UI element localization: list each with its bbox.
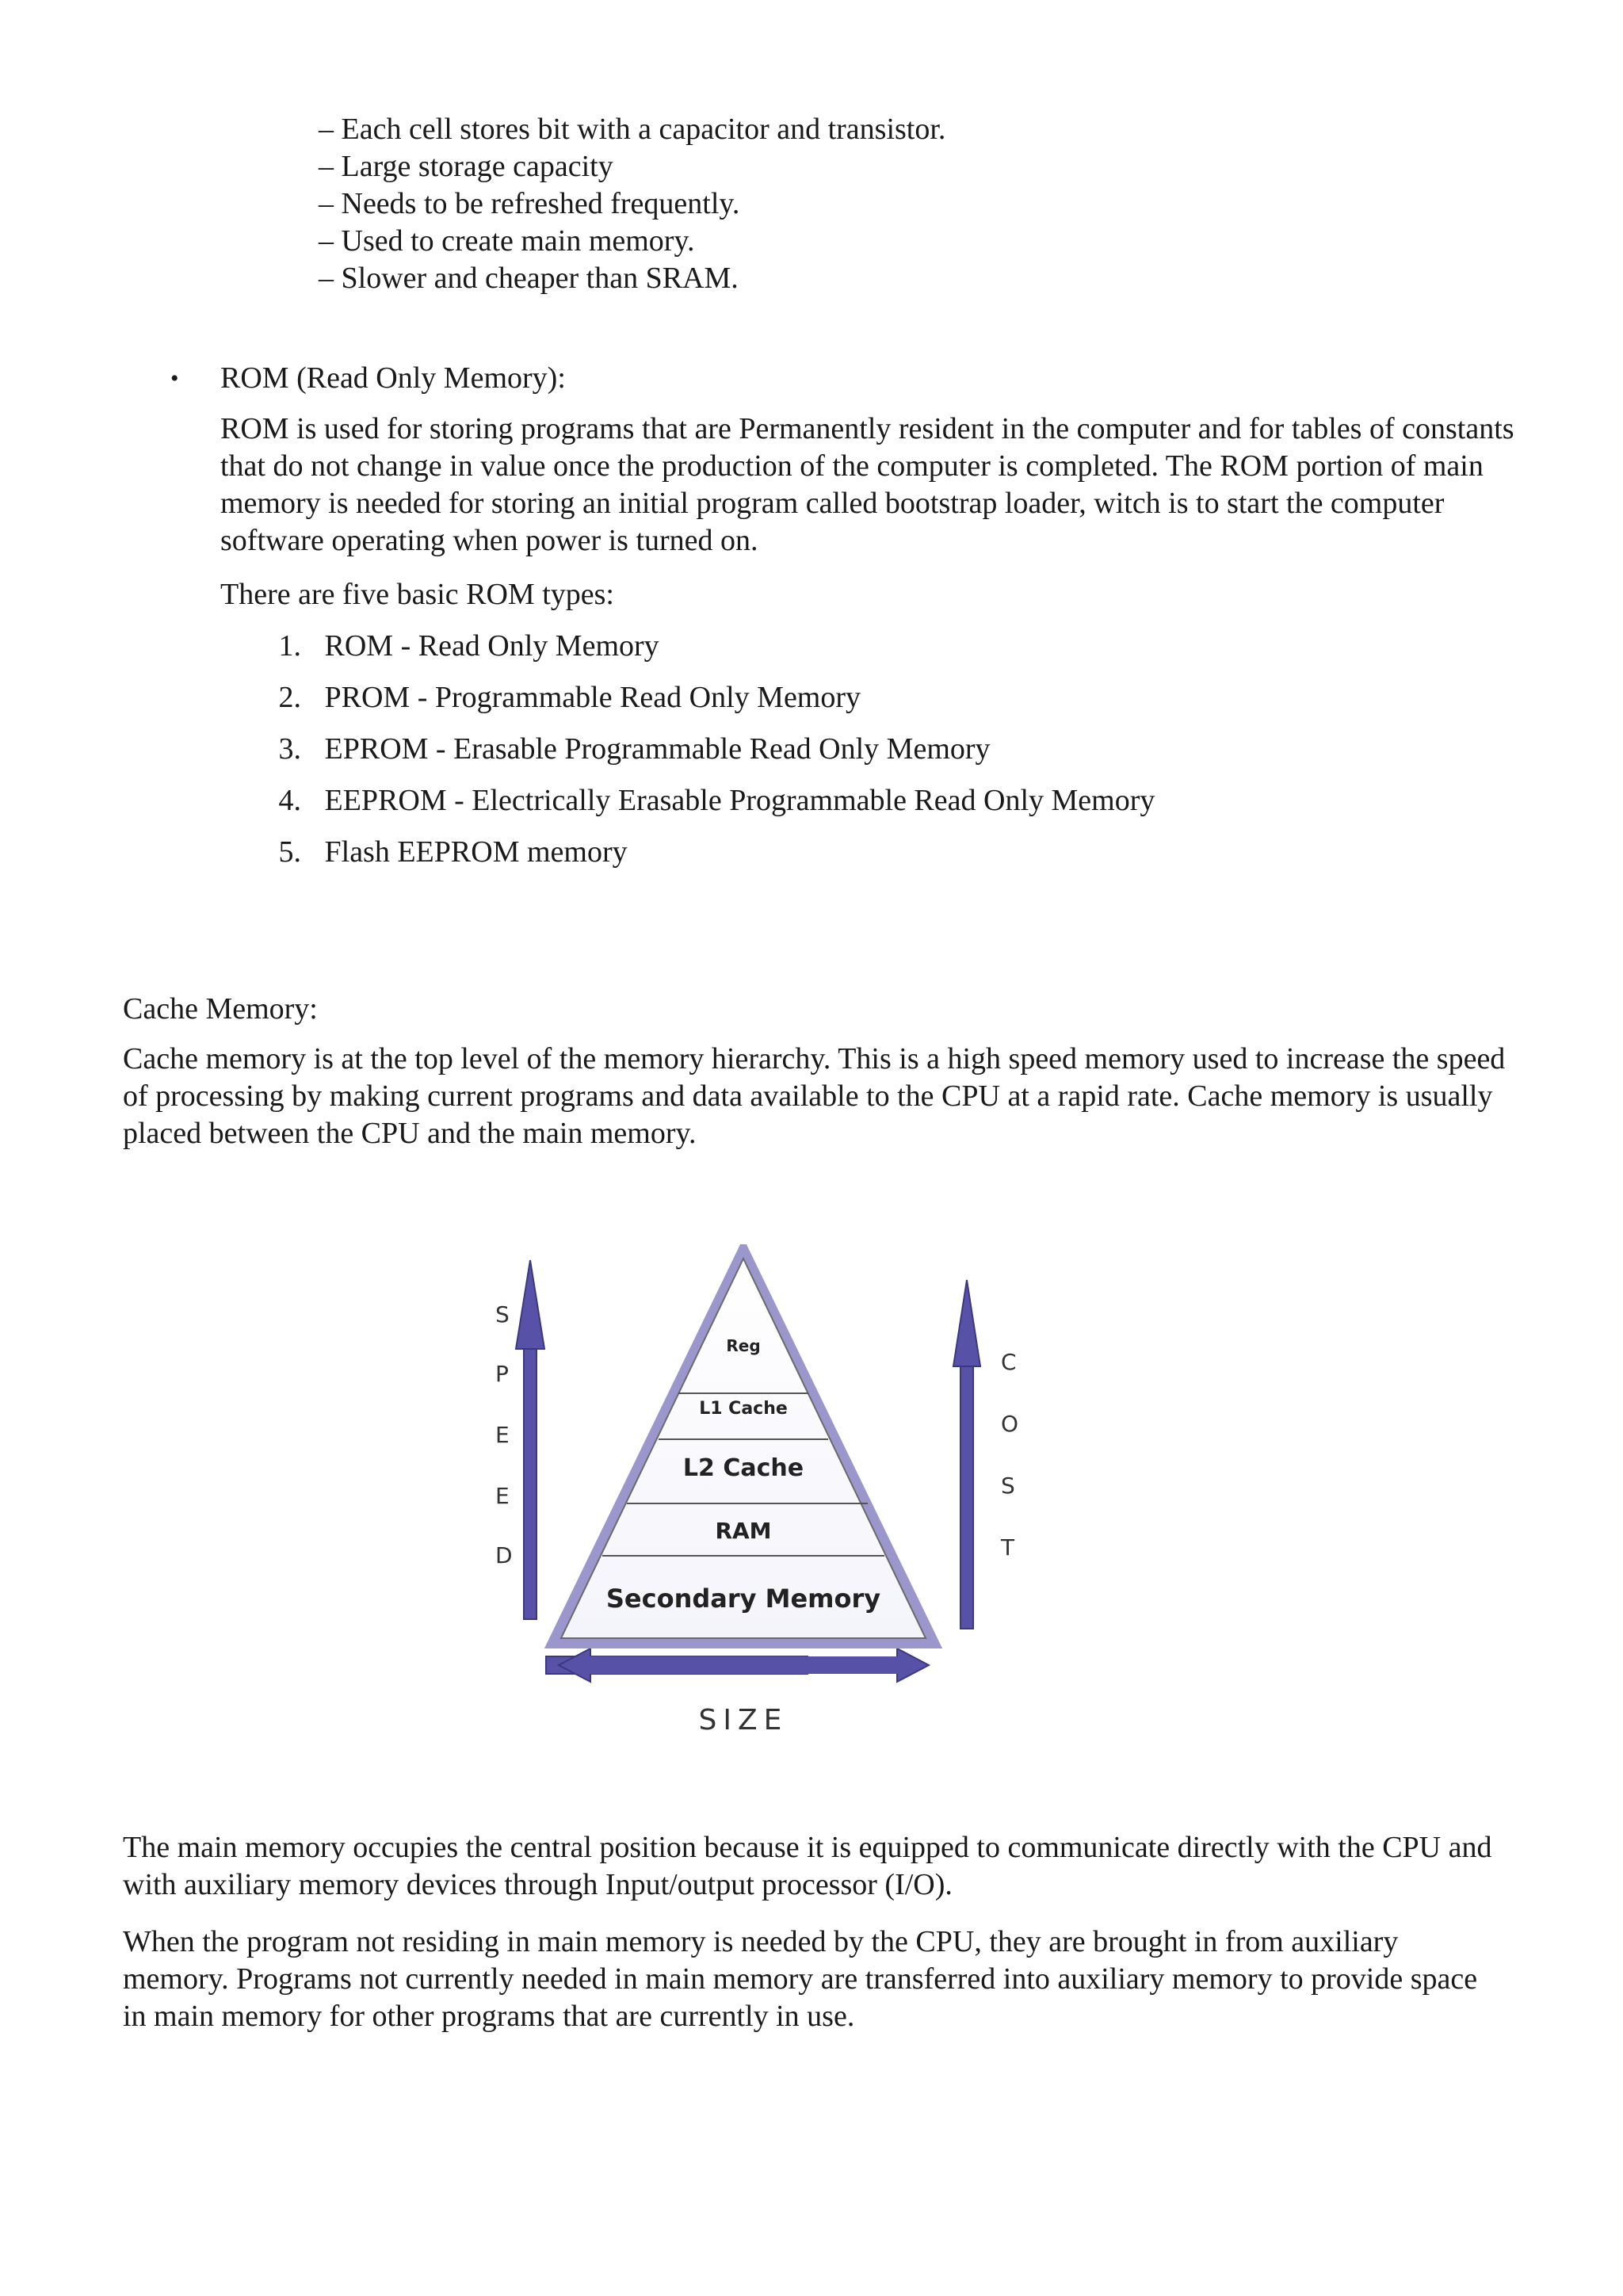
list-text: EPROM - Erasable Programmable Read Only Memory [324,732,991,766]
rom-type-item [262,782,1155,819]
rom-type-item [262,679,861,716]
list-text: PROM - Programmable Read Only Memory [324,681,861,714]
size-arrow-icon [546,1648,929,1682]
dram-point: – Each cell stores bit with a capacitor and transistor. [319,113,946,146]
speed-letter: D [495,1542,513,1568]
list-number: 5. [278,835,301,869]
rom-type-item [262,628,659,665]
cache-paragraph: Cache memory is at the top level of the memory hierarchy. This is a high speed memory used to increase the speed of processing by making current programs and data available to the CPU at a rapid rate. Cache memory is usually placed between the CPU and the main memory. [123,1042,1506,1150]
list-text: Flash EEPROM memory [324,835,628,869]
auxiliary-memory-paragraph: When the program not residing in main memory is needed by the CPU, they are brought in from auxiliary memory. Programs not currently needed in main memory are transferred into auxiliary memory to provide space in main memory for other programs that are currently in use. [123,1925,1478,2033]
list-number: 4. [278,784,301,817]
list-text: EEPROM - Electrically Erasable Programmable Read Only Memory [324,784,1155,817]
speed-letter: E [495,1422,510,1448]
list-number: 3. [278,732,301,766]
level-label-reg: Reg [726,1336,761,1355]
rom-type-item [262,731,991,768]
main-memory-paragraph: The main memory occupies the central position because it is equipped to communicate directly with the CPU and with auxiliary memory devices through Input/output processor (I/O). [123,1831,1492,1901]
dram-point: – Needs to be refreshed frequently. [319,187,740,220]
size-label: SIZE [698,1704,789,1736]
cost-letter: C [1001,1349,1017,1375]
speed-letter: P [495,1361,509,1387]
speed-letter: S [495,1301,510,1328]
list-text: ROM - Read Only Memory [324,629,659,663]
cost-letter: S [1001,1473,1015,1499]
cache-heading: Cache Memory: [123,992,318,1026]
list-number: 2. [278,681,301,714]
bullet-icon: • [170,365,179,392]
dram-point: – Large storage capacity [319,150,613,183]
rom-intro: There are five basic ROM types: [220,578,614,611]
dram-point: – Used to create main memory. [319,224,695,258]
rom-heading: ROM (Read Only Memory): [220,361,566,395]
level-label-l2-cache: L2 Cache [682,1454,804,1482]
cost-arrow-icon [953,1280,980,1629]
level-label-secondary-memory: Secondary Memory [605,1584,881,1614]
speed-arrow-icon [516,1260,544,1619]
dram-point: – Slower and cheaper than SRAM. [319,262,739,295]
cost-letter: O [1001,1411,1019,1437]
level-label-l1-cache: L1 Cache [699,1399,788,1419]
level-label-ram: RAM [715,1518,772,1544]
speed-letter: E [495,1483,510,1509]
memory-hierarchy-diagram [472,1244,1042,1759]
rom-type-item [262,834,628,871]
rom-paragraph: ROM is used for storing programs that are Permanently resident in the computer and for tables of constants that do not change in value once the production of the computer is completed. The ROM portion of main memory is needed for storing an initial program called bootstrap loader, witch is to start the computer software operating when power is turned on. [220,412,1514,557]
cost-letter: T [1001,1534,1015,1561]
list-number: 1. [278,629,301,663]
